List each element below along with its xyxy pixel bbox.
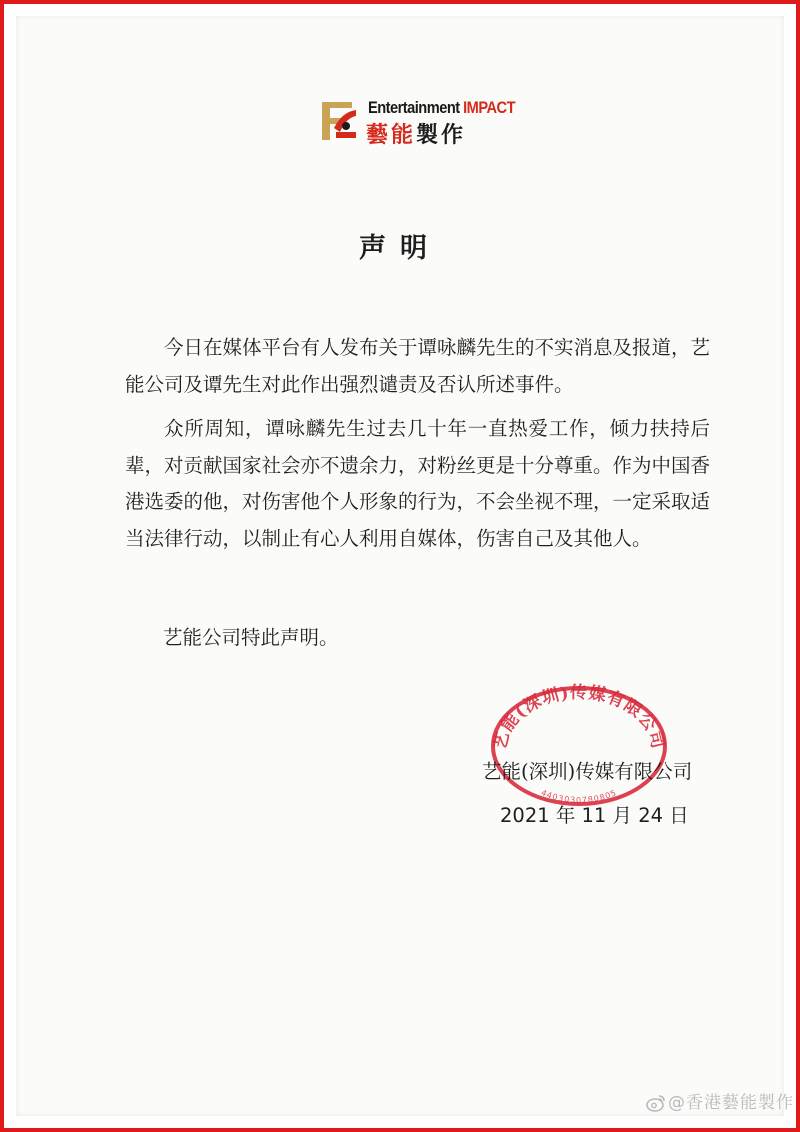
closing-line: 艺能公司特此声明。	[163, 626, 339, 649]
paragraph-1: 今日在媒体平台有人发布关于谭咏麟先生的不实消息及报道，艺能公司及谭先生对此作出强烈谴责及否认所述事件。	[125, 336, 711, 396]
logo-text-yineng: 藝能	[366, 123, 417, 148]
paragraph-2: 众所周知，谭咏麟先生过去几十年一直热爱工作，倾力扶持后辈，对贡献国家社会亦不遗余力，对粉丝更是十分尊重。作为中国香港选委的他，对伤害他个人形象的行为，不会坐视不理，一定采取适当法律行动，以制止有心人利用自媒体，伤害自己及其他人。	[125, 417, 711, 550]
logo-text-zhizuo: 製作	[416, 123, 467, 148]
logo-chinese-text	[366, 118, 466, 149]
logo-text-entertainment: Entertainment	[368, 98, 460, 117]
watermark-text: @香港藝能製作	[668, 1093, 794, 1113]
logo-english-text	[368, 98, 515, 118]
company-logo	[316, 96, 516, 152]
company-name-signature: 艺能(深圳)传媒有限公司	[482, 760, 693, 783]
document-date: 2021 年 11 月 24 日	[500, 804, 689, 827]
svg-text:4403030780805: 4403030780805	[539, 788, 619, 805]
svg-text:艺能(深圳)传媒有限公司: 艺能(深圳)传媒有限公司	[490, 683, 668, 752]
company-seal-stamp	[486, 680, 672, 810]
statement-body	[125, 330, 710, 565]
logo-text-impact: IMPACT	[463, 98, 516, 117]
weibo-icon	[646, 1094, 666, 1112]
logo-mark-icon	[316, 98, 360, 144]
weibo-watermark	[646, 1088, 794, 1113]
document-title: 声明	[359, 233, 441, 264]
document-paper	[16, 16, 784, 1116]
